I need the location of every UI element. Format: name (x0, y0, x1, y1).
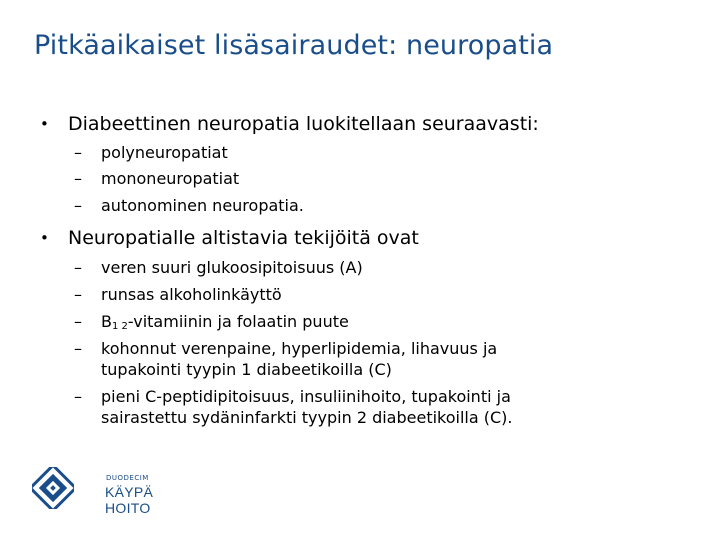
logo-small-text: DUODECIM (106, 474, 149, 482)
vitamin-subscript: 1 2 (111, 321, 128, 332)
sub-marker: – (74, 339, 82, 358)
sub-text: autonominen neuropatia. (101, 196, 304, 215)
sub-marker: – (74, 143, 82, 162)
sub-text: veren suuri glukoosipitoisuus (A) (101, 258, 363, 277)
sub-marker: – (74, 312, 82, 331)
sub-marker: – (74, 196, 82, 215)
sub-marker: – (74, 285, 82, 304)
sub-text: mononeuropatiat (101, 169, 240, 188)
logo-big-text: KÄYPÄ HOITO (105, 484, 154, 516)
bullet-marker: • (40, 115, 49, 133)
sub-text: polyneuropatiat (101, 143, 228, 162)
sub-text-line: kohonnut verenpaine, hyperlipidemia, lihavuus ja (101, 339, 498, 358)
sub-marker: – (74, 169, 82, 188)
bullet-text: Diabeettinen neuropatia luokitellaan seuraavasti: (68, 113, 539, 135)
sub-text-line: pieni C-peptidipitoisuus, insuliinihoito, tupakointi ja (101, 387, 511, 406)
sub-marker: – (74, 258, 82, 277)
sub-marker: – (74, 387, 82, 406)
slide-title: Pitkäaikaiset lisäsairaudet: neuropatia (34, 30, 554, 61)
kaypa-hoito-logo (32, 465, 182, 515)
sub-text-line: sairastettu sydäninfarkti tyypin 2 diabeetikoilla (C). (101, 408, 513, 427)
bullet-text: Neuropatialle altistavia tekijöitä ovat (68, 227, 419, 249)
sub-text (101, 313, 349, 336)
vitamin-letter: B (101, 312, 112, 331)
vitamin-text: -vitamiinin ja folaatin puute (127, 312, 349, 331)
sub-text: runsas alkoholinkäyttö (101, 285, 282, 304)
bullet-marker: • (40, 229, 49, 247)
sub-text-line: tupakointi tyypin 1 diabeetikoilla (C) (101, 360, 392, 379)
kaypa-hoito-diamond-icon (32, 467, 74, 509)
